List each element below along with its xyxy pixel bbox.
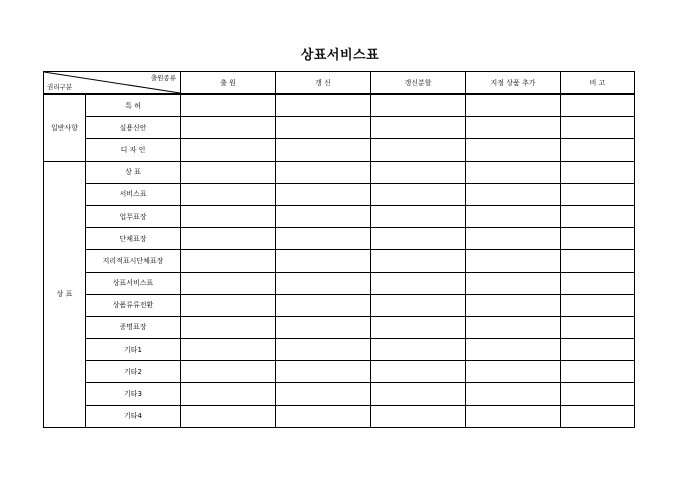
input-cell[interactable] — [181, 272, 276, 294]
input-cell[interactable] — [276, 117, 371, 139]
input-cell[interactable] — [181, 405, 276, 427]
table-row — [44, 339, 635, 361]
input-cell[interactable] — [181, 339, 276, 361]
row-label: 특 허 — [86, 94, 181, 117]
corner-header-cell — [44, 72, 181, 95]
input-cell[interactable] — [181, 183, 276, 205]
table-row — [44, 316, 635, 338]
row-label: 기타4 — [86, 405, 181, 427]
table-row — [44, 94, 635, 117]
corner-label-right-type: 권리구분 — [47, 83, 73, 91]
column-header-remarks: 비 고 — [561, 72, 635, 95]
input-cell[interactable] — [561, 294, 635, 316]
input-cell[interactable] — [276, 316, 371, 338]
input-cell[interactable] — [276, 139, 371, 161]
input-cell[interactable] — [371, 117, 466, 139]
input-cell[interactable] — [466, 361, 561, 383]
input-cell[interactable] — [181, 139, 276, 161]
input-cell[interactable] — [276, 250, 371, 272]
header-row — [44, 72, 635, 95]
input-cell[interactable] — [276, 272, 371, 294]
input-cell[interactable] — [561, 183, 635, 205]
row-label: 상품류류전환 — [86, 294, 181, 316]
input-cell[interactable] — [371, 383, 466, 405]
input-cell[interactable] — [371, 183, 466, 205]
row-label: 증명표장 — [86, 316, 181, 338]
input-cell[interactable] — [371, 139, 466, 161]
table-row — [44, 361, 635, 383]
input-cell[interactable] — [181, 316, 276, 338]
input-cell[interactable] — [371, 339, 466, 361]
input-cell[interactable] — [561, 94, 635, 117]
row-label: 업무표장 — [86, 205, 181, 227]
table-row — [44, 383, 635, 405]
input-cell[interactable] — [561, 139, 635, 161]
column-header-renewal-split: 갱신분할 — [371, 72, 466, 95]
input-cell[interactable] — [181, 94, 276, 117]
row-label: 기타3 — [86, 383, 181, 405]
input-cell[interactable] — [371, 228, 466, 250]
input-cell[interactable] — [466, 205, 561, 227]
input-cell[interactable] — [276, 405, 371, 427]
row-label: 기타1 — [86, 339, 181, 361]
input-cell[interactable] — [276, 294, 371, 316]
input-cell[interactable] — [561, 117, 635, 139]
input-cell[interactable] — [466, 183, 561, 205]
input-cell[interactable] — [371, 361, 466, 383]
input-cell[interactable] — [561, 272, 635, 294]
input-cell[interactable] — [466, 272, 561, 294]
input-cell[interactable] — [561, 361, 635, 383]
input-cell[interactable] — [276, 94, 371, 117]
table-row — [44, 250, 635, 272]
column-header-add-goods: 지정 상품 추가 — [466, 72, 561, 95]
input-cell[interactable] — [371, 316, 466, 338]
input-cell[interactable] — [466, 117, 561, 139]
input-cell[interactable] — [561, 228, 635, 250]
table-row — [44, 294, 635, 316]
input-cell[interactable] — [466, 294, 561, 316]
trademark-form-table — [43, 71, 635, 428]
table-row — [44, 205, 635, 227]
input-cell[interactable] — [181, 294, 276, 316]
table-row — [44, 272, 635, 294]
input-cell[interactable] — [371, 405, 466, 427]
input-cell[interactable] — [181, 383, 276, 405]
input-cell[interactable] — [276, 205, 371, 227]
input-cell[interactable] — [561, 205, 635, 227]
row-label: 기타2 — [86, 361, 181, 383]
row-label: 지리적표시단체표장 — [86, 250, 181, 272]
input-cell[interactable] — [561, 339, 635, 361]
input-cell[interactable] — [371, 94, 466, 117]
input-cell[interactable] — [371, 161, 466, 183]
input-cell[interactable] — [276, 383, 371, 405]
table-row — [44, 139, 635, 161]
input-cell[interactable] — [371, 205, 466, 227]
group-label-trademark: 상 표 — [44, 161, 86, 427]
input-cell[interactable] — [466, 161, 561, 183]
input-cell[interactable] — [466, 94, 561, 117]
input-cell[interactable] — [466, 339, 561, 361]
input-cell[interactable] — [181, 250, 276, 272]
input-cell[interactable] — [466, 383, 561, 405]
input-cell[interactable] — [466, 228, 561, 250]
input-cell[interactable] — [181, 361, 276, 383]
input-cell[interactable] — [276, 161, 371, 183]
row-label: 서비스표 — [86, 183, 181, 205]
table-row — [44, 405, 635, 427]
input-cell[interactable] — [181, 205, 276, 227]
row-label: 상 표 — [86, 161, 181, 183]
input-cell[interactable] — [561, 250, 635, 272]
input-cell[interactable] — [276, 228, 371, 250]
input-cell[interactable] — [561, 161, 635, 183]
column-header-filing: 출 원 — [181, 72, 276, 95]
input-cell[interactable] — [561, 405, 635, 427]
input-cell[interactable] — [276, 183, 371, 205]
input-cell[interactable] — [466, 139, 561, 161]
table-row — [44, 117, 635, 139]
row-label: 디 자 인 — [86, 139, 181, 161]
document-title: 상표서비스표 — [300, 48, 380, 63]
input-cell[interactable] — [466, 405, 561, 427]
input-cell[interactable] — [561, 383, 635, 405]
input-cell[interactable] — [181, 161, 276, 183]
input-cell[interactable] — [276, 339, 371, 361]
table-row — [44, 228, 635, 250]
row-label: 단체표장 — [86, 228, 181, 250]
input-cell[interactable] — [276, 361, 371, 383]
input-cell[interactable] — [466, 250, 561, 272]
group-label-general: 일반사항 — [44, 94, 86, 161]
input-cell[interactable] — [371, 250, 466, 272]
column-header-renewal: 갱 신 — [276, 72, 371, 95]
corner-label-filing-type: 출원종류 — [150, 74, 176, 82]
table-row — [44, 161, 635, 183]
input-cell[interactable] — [371, 294, 466, 316]
input-cell[interactable] — [181, 117, 276, 139]
row-label: 실용신안 — [86, 117, 181, 139]
input-cell[interactable] — [371, 272, 466, 294]
table-row — [44, 183, 635, 205]
input-cell[interactable] — [181, 228, 276, 250]
input-cell[interactable] — [466, 316, 561, 338]
row-label: 상표서비스표 — [86, 272, 181, 294]
input-cell[interactable] — [561, 316, 635, 338]
